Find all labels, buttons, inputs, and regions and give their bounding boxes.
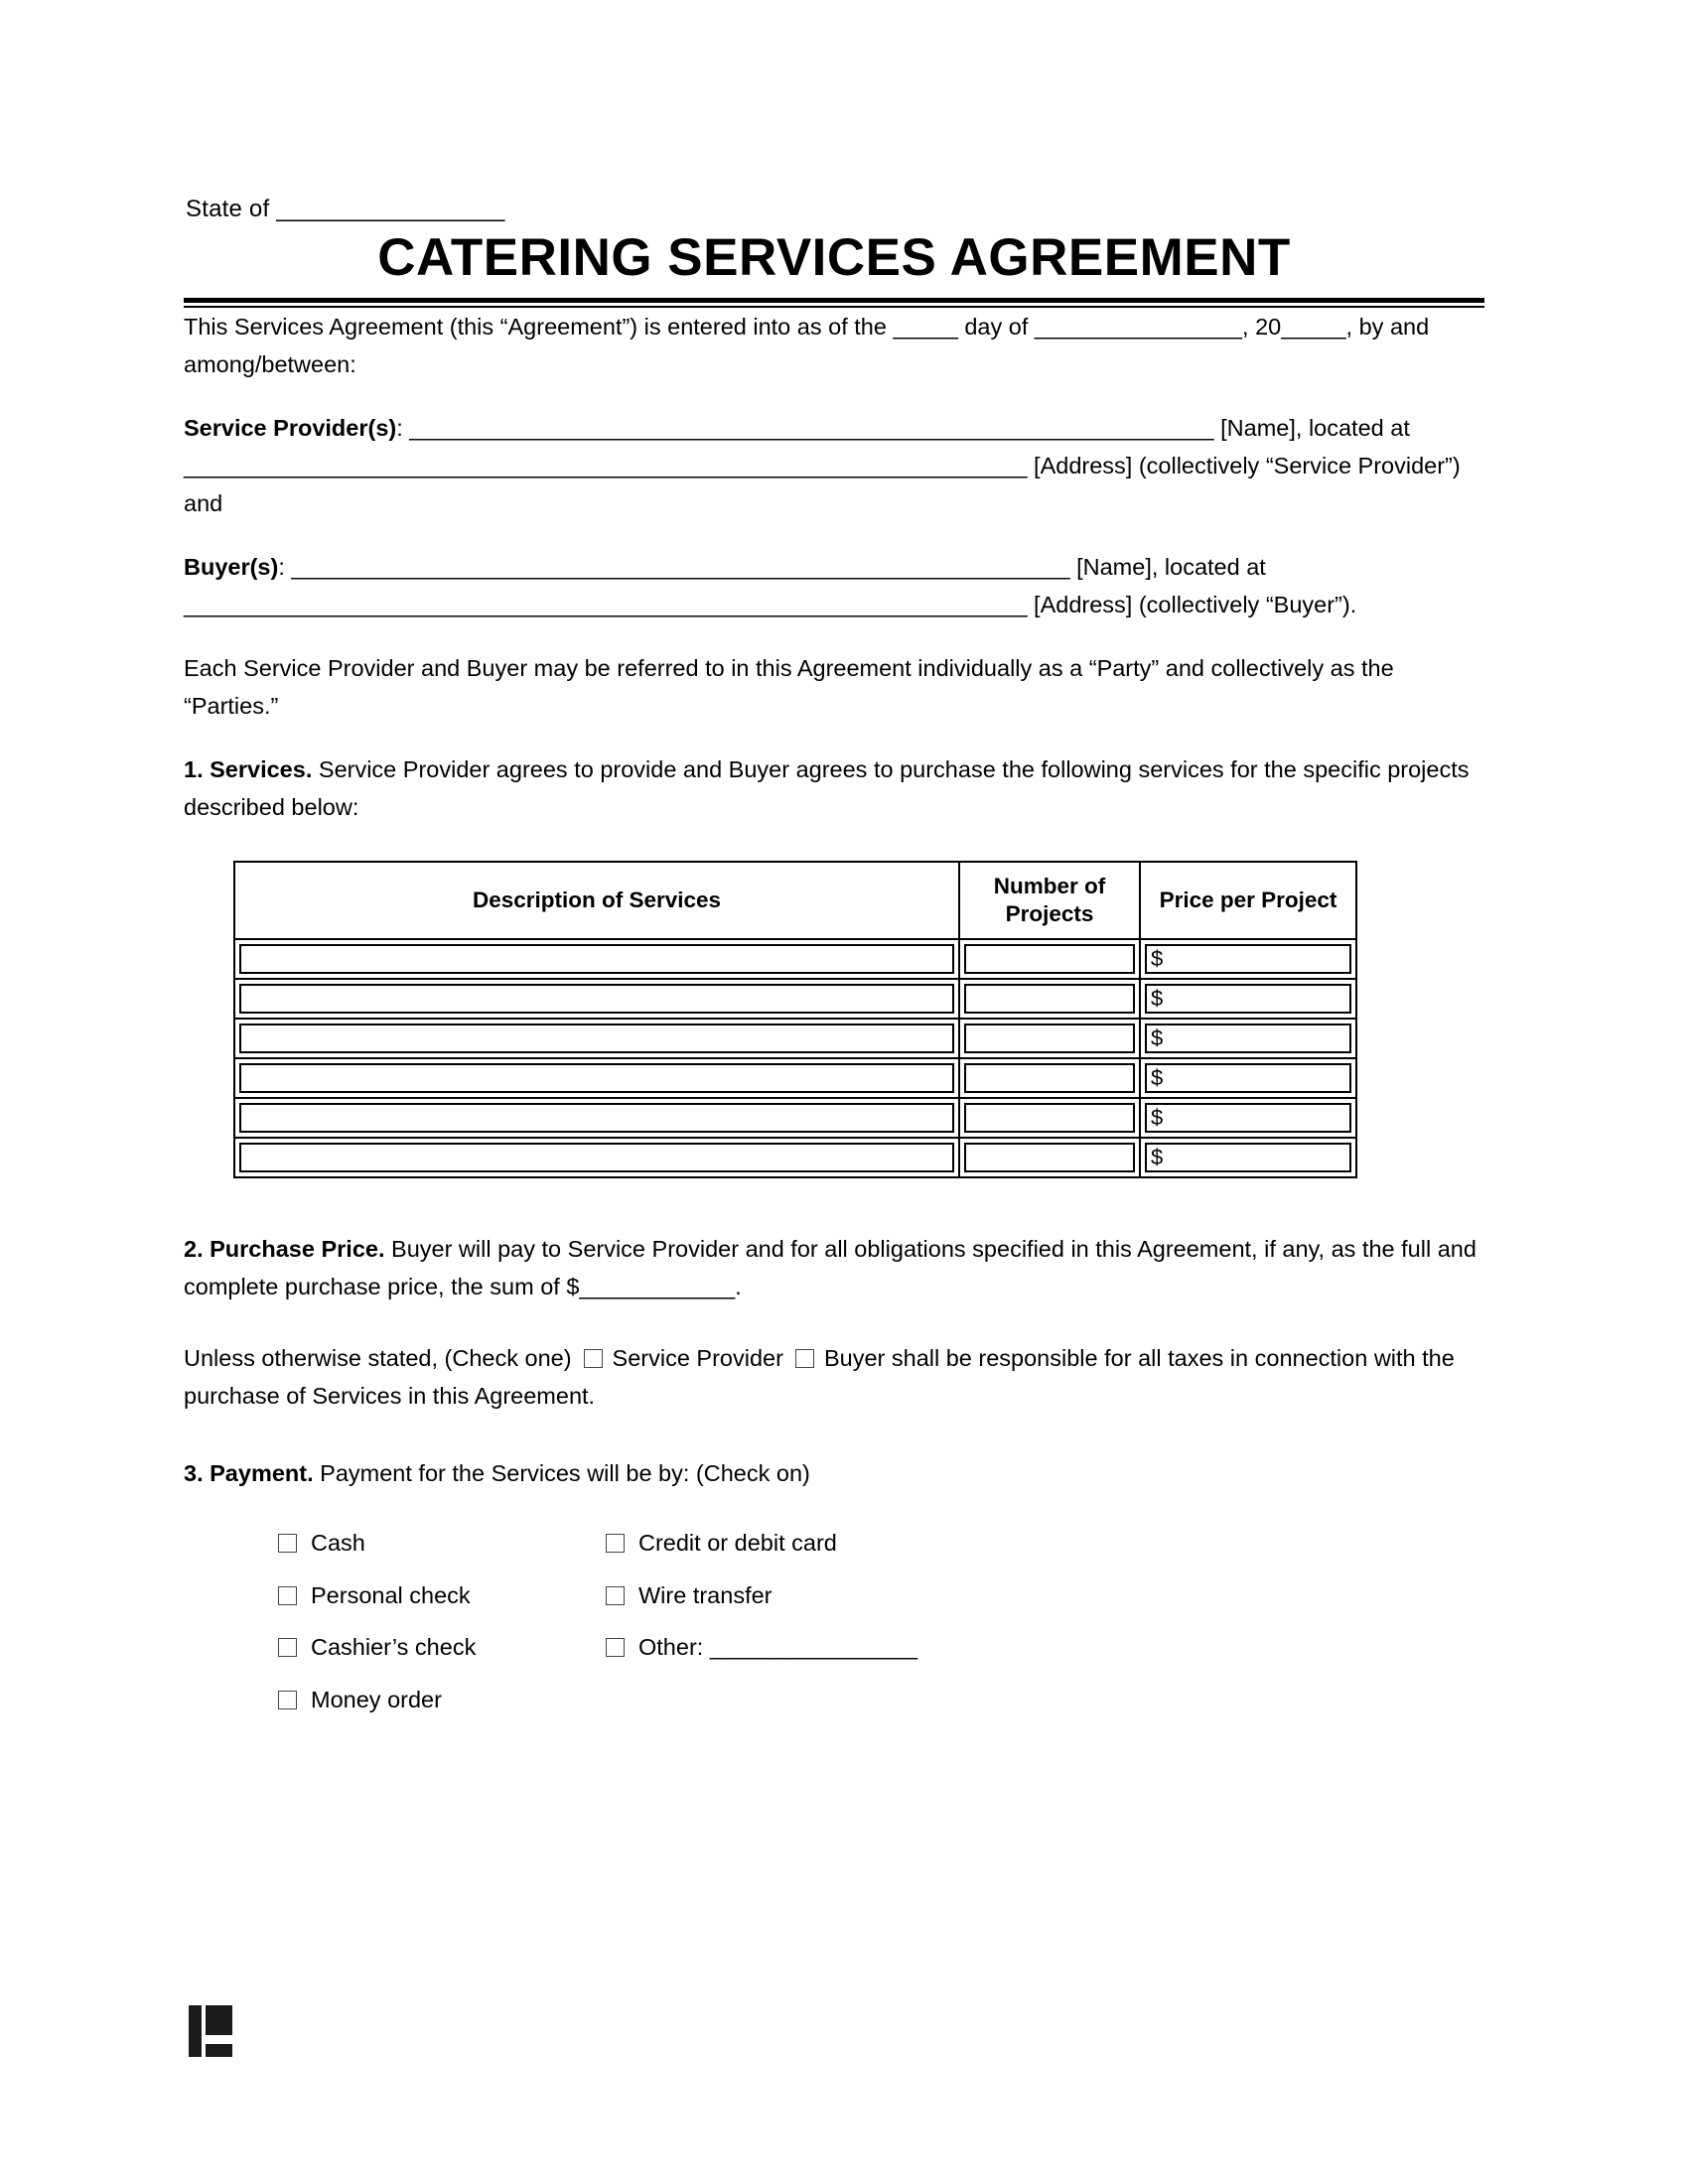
- checkbox-icon[interactable]: [278, 1534, 297, 1553]
- payment-option-label: Credit or debit card: [638, 1530, 837, 1557]
- service-provider-paragraph: [184, 409, 1484, 522]
- table-row: [234, 939, 1356, 979]
- section-payment-number: 3. Payment.: [184, 1460, 314, 1487]
- description-input[interactable]: [239, 1063, 954, 1093]
- table-row: [234, 979, 1356, 1019]
- logo-foot: [206, 2044, 232, 2057]
- checkbox-icon[interactable]: [278, 1586, 297, 1605]
- payment-option-money-order[interactable]: [278, 1686, 606, 1712]
- number-input[interactable]: [964, 984, 1135, 1014]
- number-input[interactable]: [964, 1024, 1135, 1053]
- currency-symbol: $: [1151, 1064, 1164, 1090]
- price-input[interactable]: [1145, 944, 1351, 974]
- cell-price[interactable]: [1140, 1098, 1356, 1138]
- checkbox-icon[interactable]: [278, 1691, 297, 1709]
- checkbox-icon[interactable]: [606, 1534, 625, 1553]
- description-input[interactable]: [239, 1103, 954, 1133]
- section-payment-paragraph: [184, 1454, 1484, 1492]
- price-input[interactable]: [1145, 1143, 1351, 1172]
- cell-number[interactable]: [959, 1138, 1140, 1177]
- section-purchase-price-text: Buyer will pay to Service Provider and for all obligations specified in this Agreement, if any, as the full and complete purchase price, the sum of $____________.: [184, 1235, 1477, 1299]
- number-input[interactable]: [964, 944, 1135, 974]
- logo-stem: [189, 2005, 202, 2057]
- column-header-number-of-projects: Number of Projects: [959, 862, 1140, 939]
- cell-number[interactable]: [959, 979, 1140, 1019]
- price-input[interactable]: [1145, 1063, 1351, 1093]
- payment-option-other[interactable]: [606, 1636, 1484, 1660]
- logo-block: [206, 2005, 232, 2035]
- currency-symbol: $: [1151, 945, 1164, 971]
- description-input[interactable]: [239, 984, 954, 1014]
- cell-number[interactable]: [959, 1058, 1140, 1098]
- tax-option-service-provider-label: Service Provider: [612, 1344, 783, 1371]
- tax-option-buyer-label: Buyer shall be responsible for all taxes in connection with the purchase of Services in this Agreement.: [184, 1344, 1455, 1409]
- cell-description[interactable]: [234, 1138, 959, 1177]
- checkbox-tax-service-provider[interactable]: [584, 1349, 603, 1368]
- buyer-label: Buyer(s): [184, 554, 279, 581]
- price-input[interactable]: [1145, 1103, 1351, 1133]
- payment-option-personal-check[interactable]: [278, 1581, 606, 1608]
- checkbox-tax-buyer[interactable]: [795, 1349, 814, 1368]
- payment-options: [184, 1532, 1484, 1711]
- cell-price[interactable]: [1140, 1019, 1356, 1058]
- cell-number[interactable]: [959, 939, 1140, 979]
- cell-price[interactable]: [1140, 939, 1356, 979]
- cell-description[interactable]: [234, 939, 959, 979]
- cell-price[interactable]: [1140, 1138, 1356, 1177]
- intro-line-2: 20_____, by and among/between:: [184, 313, 1430, 377]
- cell-number[interactable]: [959, 1098, 1140, 1138]
- section-purchase-price-paragraph: [184, 1230, 1484, 1305]
- parties-definition-paragraph: Each Service Provider and Buyer may be referred to in this Agreement individually as a “Party” and collectively as the “Parties.”: [184, 655, 1394, 720]
- cell-description[interactable]: [234, 1058, 959, 1098]
- number-input[interactable]: [964, 1143, 1135, 1172]
- tax-intro-text: Unless otherwise stated, (Check one): [184, 1344, 572, 1371]
- currency-symbol: $: [1151, 1024, 1164, 1050]
- checkbox-icon[interactable]: [606, 1586, 625, 1605]
- section-services-text: Service Provider agrees to provide and Buyer agrees to purchase the following services for the specific projects described below:: [184, 756, 1470, 821]
- currency-symbol: $: [1151, 1144, 1164, 1169]
- services-table-head: [234, 862, 1356, 939]
- number-input[interactable]: [964, 1103, 1135, 1133]
- tax-responsibility-paragraph: [184, 1339, 1484, 1415]
- state-of-line: State of _________________: [186, 196, 505, 222]
- intro-paragraph: [184, 308, 1484, 383]
- checkbox-icon[interactable]: [606, 1638, 625, 1657]
- column-header-description: Description of Services: [234, 862, 959, 939]
- service-provider-blanks: : ______________________________________________________________ [Name], located at _________________________________________________________________ [Address] (collectively “Service Provider”) and: [184, 414, 1461, 517]
- buyer-paragraph: [184, 548, 1484, 623]
- price-input[interactable]: [1145, 984, 1351, 1014]
- payment-option-label: Personal check: [311, 1581, 471, 1608]
- payment-option-credit-or-debit-card[interactable]: [606, 1532, 1484, 1556]
- section-purchase-price-number: 2. Purchase Price.: [184, 1235, 385, 1262]
- services-table: [233, 861, 1357, 1178]
- cell-description[interactable]: [234, 1019, 959, 1058]
- currency-symbol: $: [1151, 985, 1164, 1011]
- number-input[interactable]: [964, 1063, 1135, 1093]
- price-input[interactable]: [1145, 1024, 1351, 1053]
- cell-description[interactable]: [234, 979, 959, 1019]
- intro-line-1: This Services Agreement (this “Agreement”) is entered into as of the _____ day of ________________,: [184, 313, 1249, 340]
- section-services-number: 1. Services.: [184, 756, 313, 783]
- section-services-paragraph: [184, 751, 1484, 826]
- payment-option-label: Money order: [311, 1686, 442, 1712]
- document-content: [184, 194, 1484, 1711]
- cell-number[interactable]: [959, 1019, 1140, 1058]
- section-payment-text: Payment for the Services will be by: (Check on): [313, 1460, 810, 1487]
- currency-symbol: $: [1151, 1104, 1164, 1130]
- cell-price[interactable]: [1140, 979, 1356, 1019]
- legal-templates-logo-icon: [189, 2005, 232, 2057]
- description-input[interactable]: [239, 1024, 954, 1053]
- payment-option-label: Other: ________________: [638, 1634, 917, 1661]
- buyer-blanks: : ____________________________________________________________ [Name], located at _________________________________________________________________ [Address] (collectively “Buyer”).: [184, 554, 1357, 618]
- description-input[interactable]: [239, 944, 954, 974]
- payment-option-wire-transfer[interactable]: [606, 1581, 1484, 1608]
- payment-options-grid: [278, 1532, 1484, 1711]
- table-row: [234, 1098, 1356, 1138]
- payment-option-spacer: [606, 1689, 1484, 1712]
- checkbox-icon[interactable]: [278, 1638, 297, 1657]
- column-header-price-per-project: Price per Project: [1140, 862, 1356, 939]
- service-provider-label: Service Provider(s): [184, 414, 397, 441]
- title-rule-thick: [184, 298, 1484, 303]
- payment-option-cashiers-check[interactable]: [278, 1636, 606, 1660]
- payment-option-label: Cashier’s check: [311, 1634, 477, 1661]
- page-title: CATERING SERVICES AGREEMENT: [377, 228, 1291, 288]
- payment-option-cash[interactable]: [278, 1532, 606, 1556]
- table-row: [234, 1138, 1356, 1177]
- cell-price[interactable]: [1140, 1058, 1356, 1098]
- table-row: [234, 1019, 1356, 1058]
- payment-option-label: Cash: [311, 1530, 365, 1557]
- payment-option-label: Wire transfer: [638, 1581, 773, 1608]
- services-table-body: [234, 939, 1356, 1177]
- table-header-row: [234, 862, 1356, 939]
- cell-description[interactable]: [234, 1098, 959, 1138]
- description-input[interactable]: [239, 1143, 954, 1172]
- table-row: [234, 1058, 1356, 1098]
